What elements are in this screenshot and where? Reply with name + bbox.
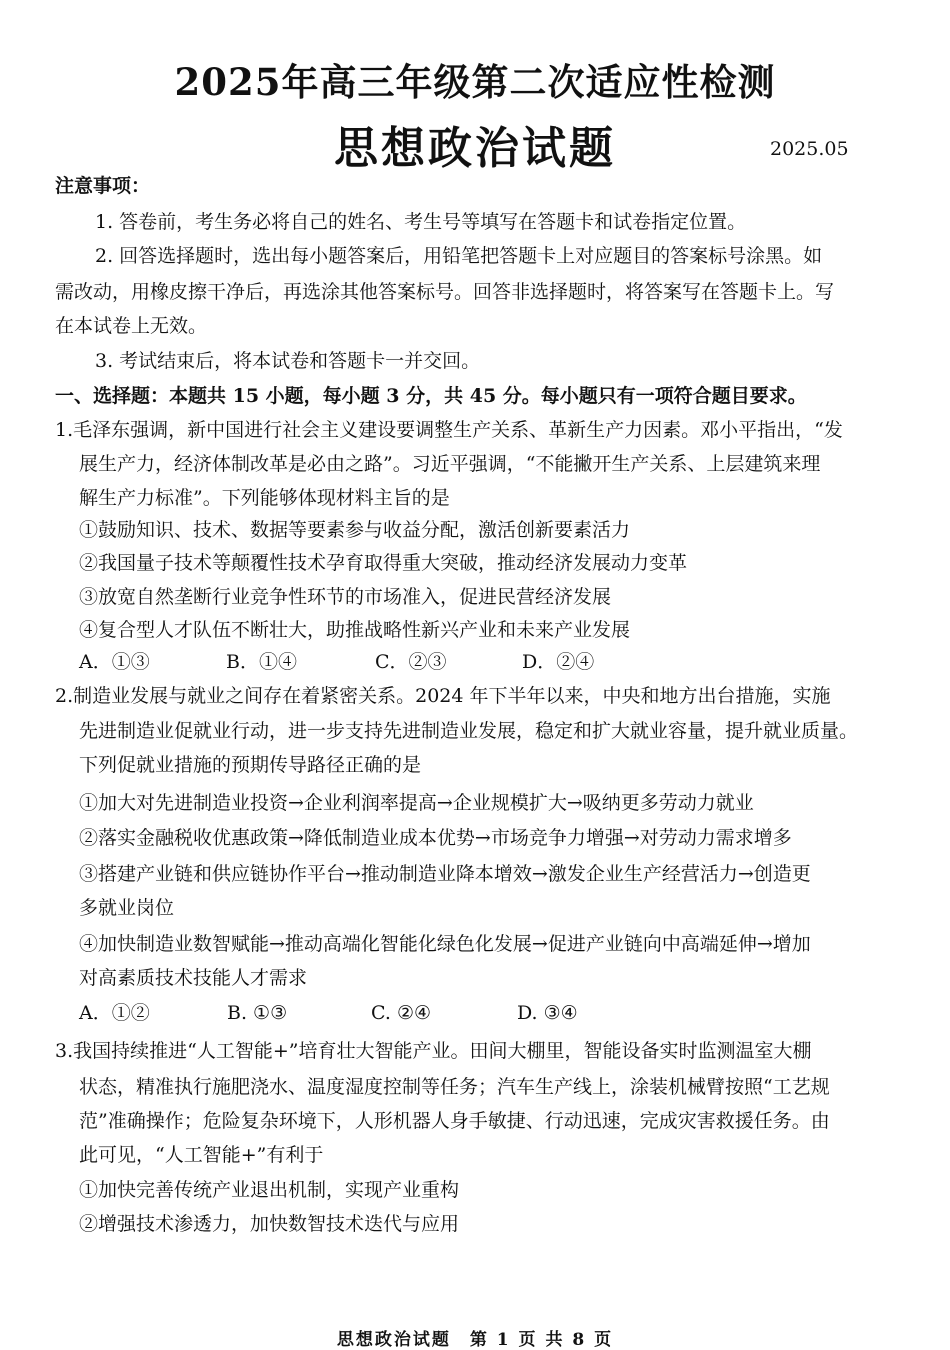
option-a[interactable]: A．①②: [79, 1002, 150, 1024]
question-3-stem: 范”准确操作；危险复杂环境下，人形机器人身手敏捷、行动迅速，完成灾害救援任务。由: [79, 1110, 830, 1132]
question-3-item: ①加快完善传统产业退出机制，实现产业重构: [79, 1179, 460, 1201]
question-1-item: ②我国量子技术等颠覆性技术孕育取得重大突破，推动经济发展动力变革: [79, 552, 688, 574]
notice-line: 在本试卷上无效。: [55, 315, 208, 337]
exam-title: 2025年高三年级第二次适应性检测: [174, 60, 776, 104]
subject-title: 思想政治试题: [334, 123, 616, 174]
exam-date: 2025.05: [770, 138, 849, 160]
question-2-item: ④加快制造业数智赋能→推动高端化智能化绿色化发展→促进产业链向中高端延伸→增加: [79, 933, 811, 955]
question-1-item: ①鼓励知识、技术、数据等要素参与收益分配，激活创新要素活力: [79, 519, 631, 541]
question-1-item: ③放宽自然垄断行业竞争性环节的市场准入，促进民营经济发展: [79, 586, 612, 608]
option-d[interactable]: D．②④: [522, 651, 595, 673]
question-3-item: ②增强技术渗透力，加快数智技术迭代与应用: [79, 1213, 460, 1235]
question-2-stem: 先进制造业促就业行动，进一步支持先进制造业发展，稳定和扩大就业容量，提升就业质量。: [79, 720, 859, 742]
option-c[interactable]: C. ②④: [371, 1002, 432, 1024]
question-2-stem: 下列促就业措施的预期传导路径正确的是: [79, 754, 422, 776]
notice-line: 2. 回答选择题时，选出每小题答案后，用铅笔把答题卡上对应题目的答案标号涂黑。如: [95, 245, 823, 267]
notice-line: 需改动，用橡皮擦干净后，再选涂其他答案标号。回答非选择题时，将答案写在答题卡上。写: [55, 281, 835, 303]
question-3-stem: 状态，精准执行施肥浇水、温度湿度控制等任务；汽车生产线上，涂装机械臂按照“工艺规: [79, 1076, 830, 1098]
question-1-item: ④复合型人才队伍不断壮大，助推战略性新兴产业和未来产业发展: [79, 619, 631, 641]
option-b[interactable]: B. ①③: [227, 1002, 288, 1024]
section-heading: 一、选择题：本题共 15 小题，每小题 3 分，共 45 分。每小题只有一项符合题目要求。: [55, 385, 807, 407]
question-1-stem: 解生产力标准”。下列能够体现材料主旨的是: [79, 487, 450, 509]
option-c[interactable]: C．②③: [375, 651, 447, 673]
question-3-stem: 此可见，“人工智能+”有利于: [79, 1144, 324, 1166]
question-2-item: ③搭建产业链和供应链协作平台→推动制造业降本增效→激发企业生产经营活力→创造更: [79, 863, 811, 885]
question-1-stem: 展生产力，经济体制改革是必由之路”。习近平强调，“不能撇开生产关系、上层建筑来理: [79, 453, 821, 475]
question-2-item: ②落实金融税收优惠政策→降低制造业成本优势→市场竞争力增强→对劳动力需求增多: [79, 827, 792, 849]
question-2-item: 对高素质技术技能人才需求: [79, 967, 308, 989]
option-b[interactable]: B．①④: [226, 651, 297, 673]
page-footer: 思想政治试题 第 1 页 共 8 页: [336, 1330, 614, 1350]
question-2-item: ①加大对先进制造业投资→企业利润率提高→企业规模扩大→吸纳更多劳动力就业: [79, 792, 754, 814]
option-d[interactable]: D. ③④: [517, 1002, 578, 1024]
question-2-stem: 2.制造业发展与就业之间存在着紧密关系。2024 年下半年以来，中央和地方出台措施，实施: [55, 685, 831, 707]
question-3-stem: 3.我国持续推进“人工智能+”培育壮大智能产业。田间大棚里，智能设备实时监测温室大棚: [55, 1040, 812, 1062]
notice-line: 1. 答卷前，考生务必将自己的姓名、考生号等填写在答题卡和试卷指定位置。: [95, 211, 747, 233]
notice-line: 3. 考试结束后，将本试卷和答题卡一并交回。: [95, 350, 481, 372]
notice-heading: 注意事项：: [55, 175, 151, 197]
option-a[interactable]: A．①③: [79, 651, 150, 673]
question-2-item: 多就业岗位: [79, 897, 175, 919]
question-1-stem: 1.毛泽东强调，新中国进行社会主义建设要调整生产关系、革新生产力因素。邓小平指出，“发: [55, 419, 843, 441]
